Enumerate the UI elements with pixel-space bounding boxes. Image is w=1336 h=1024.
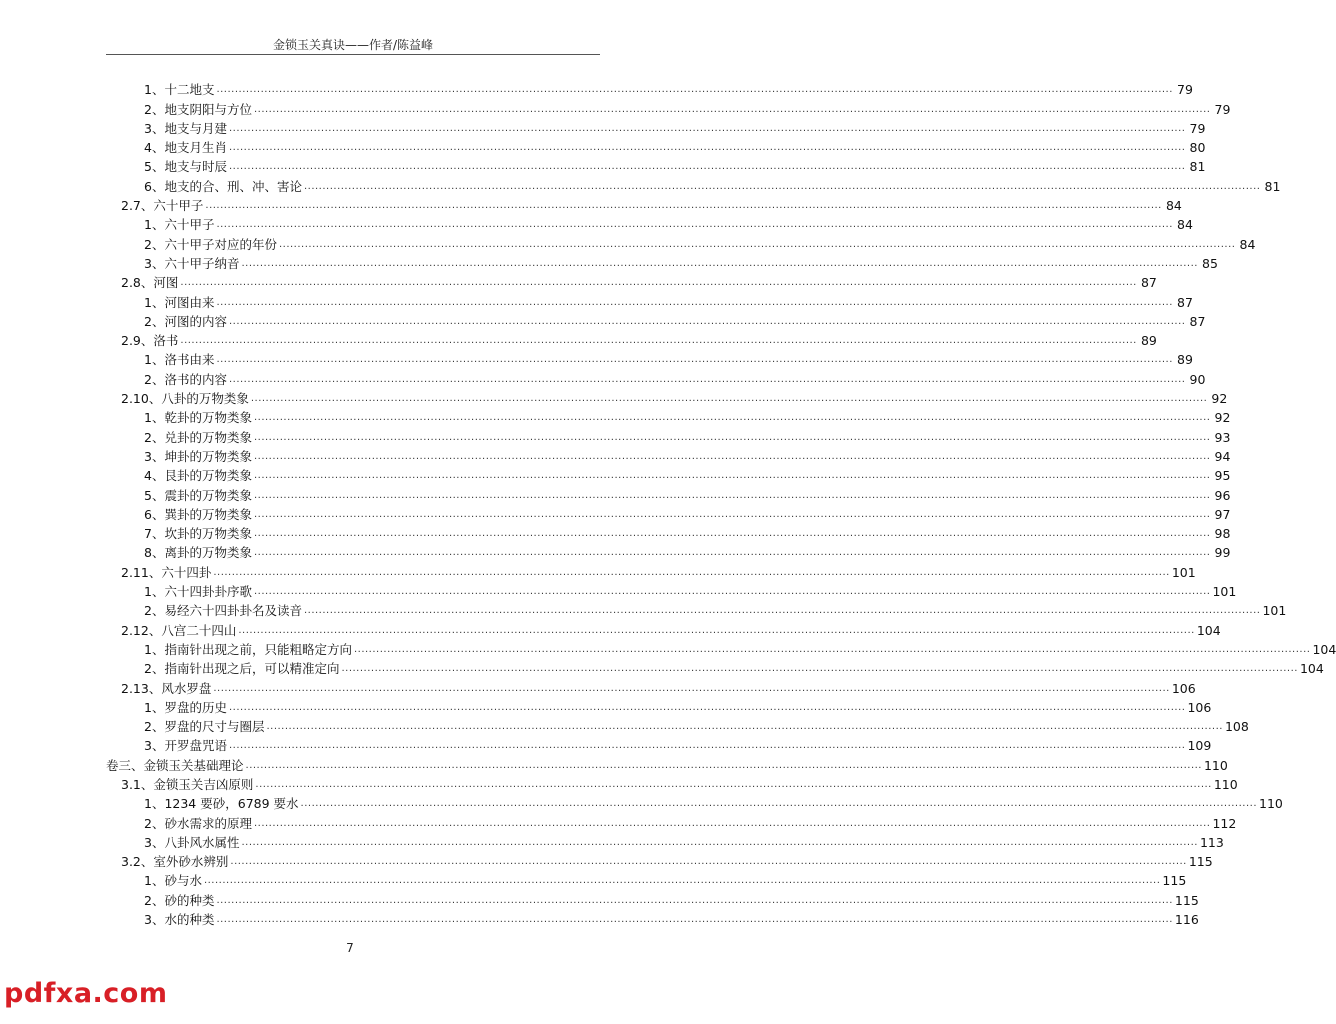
- toc-leader-dots: ....................................................................................................................................................................................................................................................................: [216, 84, 1173, 96]
- toc-entry-page: 101: [1171, 564, 1196, 580]
- toc-entry[interactable]: [106, 599, 1287, 619]
- toc-entry-title: 1、六十甲子: [144, 217, 215, 233]
- toc-leader-dots: ....................................................................................................................................................................................................................................................................: [253, 489, 1211, 501]
- toc-entry-page: 112: [1212, 815, 1237, 831]
- toc-entry[interactable]: [106, 155, 1206, 175]
- toc-leader-dots: ....................................................................................................................................................................................................................................................................: [253, 470, 1211, 482]
- toc-entry-page: 95: [1214, 468, 1231, 484]
- toc-leader-dots: ....................................................................................................................................................................................................................................................................: [255, 778, 1212, 790]
- toc-entry[interactable]: [106, 464, 1231, 484]
- toc-entry[interactable]: [106, 657, 1324, 677]
- toc-entry[interactable]: [106, 734, 1212, 754]
- toc-entry[interactable]: [106, 753, 1228, 773]
- toc-entry-page: 79: [1189, 120, 1206, 136]
- toc-entry[interactable]: [106, 194, 1182, 214]
- toc-entry-page: 97: [1214, 506, 1231, 522]
- toc-leader-dots: ....................................................................................................................................................................................................................................................................: [253, 817, 1211, 829]
- toc-entry-page: 80: [1189, 140, 1206, 156]
- running-header: 金锁玉关真诀——作者/陈益峰: [272, 38, 434, 52]
- toc-entry-title: 1、罗盘的历史: [144, 699, 227, 715]
- toc-entry-title: 2、兑卦的万物类象: [144, 429, 252, 445]
- toc-entry[interactable]: [106, 174, 1281, 194]
- toc-entry-title: 1、砂与水: [144, 873, 202, 889]
- toc-leader-dots: ....................................................................................................................................................................................................................................................................: [303, 180, 1261, 192]
- toc-entry[interactable]: [106, 869, 1187, 889]
- toc-entry-title: 3、水的种类: [144, 912, 215, 928]
- toc-entry-page: 81: [1264, 178, 1281, 194]
- toc-entry-title: 1、洛书由来: [144, 352, 215, 368]
- toc-entry-title: 2、罗盘的尺寸与圈层: [144, 719, 265, 735]
- toc-entry[interactable]: [106, 503, 1231, 522]
- page-number: 7: [346, 941, 354, 955]
- toc-leader-dots: ....................................................................................................................................................................................................................................................................: [228, 740, 1186, 752]
- toc-leader-dots: ....................................................................................................................................................................................................................................................................: [216, 219, 1173, 231]
- toc-entry[interactable]: [106, 541, 1231, 561]
- toc-entry-page: 104: [1312, 641, 1336, 657]
- toc-entry[interactable]: [106, 425, 1231, 445]
- toc-entry[interactable]: [106, 811, 1237, 831]
- toc-entry-page: 115: [1188, 854, 1213, 870]
- toc-entry[interactable]: [106, 638, 1336, 657]
- toc-entry-page: 89: [1140, 333, 1157, 349]
- toc-entry-title: 2.11、六十四卦: [121, 564, 212, 580]
- toc-entry[interactable]: [106, 136, 1206, 156]
- toc-entry-page: 106: [1187, 699, 1212, 715]
- toc-entry-page: 115: [1162, 873, 1187, 889]
- toc-entry-page: 85: [1202, 255, 1218, 271]
- toc-entry[interactable]: [106, 522, 1231, 542]
- toc-entry-title: 4、地支月生肖: [144, 140, 227, 156]
- toc-leader-dots: ....................................................................................................................................................................................................................................................................: [216, 914, 1173, 926]
- toc-entry-title: 5、地支与时辰: [144, 159, 227, 175]
- toc-entry-title: 2、地支阴阳与方位: [144, 101, 252, 117]
- toc-entry-title: 3.2、室外砂水辨别: [121, 854, 229, 870]
- toc-leader-dots: ....................................................................................................................................................................................................................................................................: [180, 335, 1137, 347]
- toc-entry-page: 110: [1259, 796, 1283, 812]
- toc-entry-title: 1、指南针出现之前，只能粗略定方向: [144, 641, 352, 657]
- toc-entry-page: 84: [1239, 236, 1256, 252]
- toc-entry[interactable]: [106, 850, 1213, 870]
- header-divider: [106, 54, 600, 55]
- toc-leader-dots: ....................................................................................................................................................................................................................................................................: [216, 296, 1173, 308]
- toc-entry-title: 7、坎卦的万物类象: [144, 526, 252, 542]
- toc-entry[interactable]: [106, 348, 1193, 368]
- toc-entry-title: 2、砂水需求的原理: [144, 815, 252, 831]
- toc-leader-dots: ....................................................................................................................................................................................................................................................................: [278, 238, 1236, 250]
- toc-leader-dots: ....................................................................................................................................................................................................................................................................: [303, 605, 1261, 617]
- toc-entry-title: 3、开罗盘咒语: [144, 738, 227, 754]
- toc-entry-title: 2.8、河图: [121, 275, 179, 291]
- toc-entry-page: 98: [1214, 526, 1231, 542]
- toc-entry-page: 101: [1212, 584, 1237, 600]
- toc-entry-title: 8、离卦的万物类象: [144, 545, 252, 561]
- toc-entry-title: 3、地支与月建: [144, 120, 227, 136]
- toc-entry-page: 87: [1189, 313, 1206, 329]
- toc-leader-dots: ....................................................................................................................................................................................................................................................................: [245, 759, 1202, 771]
- toc-entry-title: 2、河图的内容: [144, 313, 227, 329]
- toc-entry-page: 79: [1214, 101, 1231, 117]
- toc-entry-page: 110: [1213, 776, 1238, 792]
- toc-entry-page: 92: [1214, 410, 1231, 426]
- toc-entry-page: 94: [1214, 448, 1231, 464]
- toc-entry-page: 104: [1196, 622, 1221, 638]
- toc-entry-title: 6、巽卦的万物类象: [144, 506, 252, 522]
- toc-leader-dots: ....................................................................................................................................................................................................................................................................: [241, 257, 1198, 269]
- toc-entry-title: 1、六十四卦卦序歌: [144, 584, 252, 600]
- toc-leader-dots: ....................................................................................................................................................................................................................................................................: [228, 701, 1186, 713]
- toc-entry-title: 2.7、六十甲子: [121, 198, 204, 214]
- toc-leader-dots: ....................................................................................................................................................................................................................................................................: [250, 393, 1208, 405]
- toc-leader-dots: ....................................................................................................................................................................................................................................................................: [213, 682, 1170, 694]
- toc-entry-page: 106: [1171, 680, 1196, 696]
- table-of-contents: [106, 78, 1336, 928]
- toc-entry[interactable]: [106, 715, 1249, 735]
- toc-entry-title: 1、乾卦的万物类象: [144, 410, 252, 426]
- toc-entry-page: 96: [1214, 487, 1231, 503]
- toc-leader-dots: ....................................................................................................................................................................................................................................................................: [238, 624, 1195, 636]
- toc-entry[interactable]: [106, 252, 1218, 271]
- toc-entry-page: 84: [1177, 217, 1193, 233]
- toc-entry[interactable]: [106, 908, 1199, 928]
- toc-entry-title: 4、艮卦的万物类象: [144, 468, 252, 484]
- toc-entry-page: 92: [1211, 391, 1228, 407]
- toc-entry-page: 104: [1299, 661, 1324, 677]
- toc-leader-dots: ....................................................................................................................................................................................................................................................................: [353, 643, 1311, 655]
- toc-entry-page: 99: [1214, 545, 1231, 561]
- toc-entry[interactable]: [106, 310, 1206, 329]
- toc-entry-title: 1、1234 要砂，6789 要水: [144, 796, 299, 812]
- toc-entry-title: 卷三、金锁玉关基础理论: [106, 757, 244, 773]
- toc-entry-page: 110: [1203, 757, 1228, 773]
- toc-entry-title: 1、河图由来: [144, 294, 215, 310]
- toc-leader-dots: ....................................................................................................................................................................................................................................................................: [253, 586, 1211, 598]
- toc-entry-title: 3、坤卦的万物类象: [144, 448, 252, 464]
- toc-leader-dots: ....................................................................................................................................................................................................................................................................: [228, 315, 1186, 327]
- toc-entry-title: 2、砂的种类: [144, 892, 215, 908]
- toc-entry-title: 2、指南针出现之后，可以精准定向: [144, 661, 340, 677]
- toc-entry-title: 2.9、洛书: [121, 333, 179, 349]
- toc-leader-dots: ....................................................................................................................................................................................................................................................................: [228, 161, 1186, 173]
- toc-entry[interactable]: [106, 387, 1228, 407]
- toc-entry-page: 90: [1189, 371, 1206, 387]
- toc-entry-title: 5、震卦的万物类象: [144, 487, 252, 503]
- toc-entry-page: 87: [1140, 275, 1157, 291]
- toc-entry[interactable]: [106, 618, 1221, 638]
- toc-leader-dots: ....................................................................................................................................................................................................................................................................: [241, 836, 1198, 848]
- toc-leader-dots: ....................................................................................................................................................................................................................................................................: [228, 142, 1186, 154]
- toc-leader-dots: ....................................................................................................................................................................................................................................................................: [216, 894, 1173, 906]
- toc-leader-dots: ....................................................................................................................................................................................................................................................................: [253, 450, 1211, 462]
- toc-entry[interactable]: [106, 888, 1199, 908]
- toc-leader-dots: ....................................................................................................................................................................................................................................................................: [230, 856, 1187, 868]
- toc-entry[interactable]: [106, 445, 1231, 464]
- toc-entry[interactable]: [106, 831, 1224, 850]
- toc-entry-title: 2、六十甲子对应的年份: [144, 236, 277, 252]
- toc-entry-title: 2.12、八宫二十四山: [121, 622, 237, 638]
- toc-entry-page: 89: [1177, 352, 1193, 368]
- toc-leader-dots: ....................................................................................................................................................................................................................................................................: [253, 528, 1211, 540]
- toc-leader-dots: ....................................................................................................................................................................................................................................................................: [213, 566, 1170, 578]
- toc-entry-page: 93: [1214, 429, 1231, 445]
- toc-entry[interactable]: [106, 78, 1193, 98]
- toc-entry-page: 81: [1189, 159, 1206, 175]
- toc-entry-title: 2.13、风水罗盘: [121, 680, 212, 696]
- toc-entry[interactable]: [106, 367, 1206, 387]
- toc-entry-page: 109: [1187, 738, 1212, 754]
- toc-entry[interactable]: [106, 560, 1196, 580]
- toc-entry[interactable]: [106, 329, 1157, 349]
- toc-entry-page: 79: [1177, 82, 1193, 98]
- toc-entry-title: 3、六十甲子纳音: [144, 255, 240, 271]
- toc-entry-page: 101: [1262, 603, 1287, 619]
- toc-entry[interactable]: [106, 97, 1231, 117]
- toc-entry[interactable]: [106, 117, 1206, 136]
- toc-entry[interactable]: [106, 290, 1193, 310]
- toc-leader-dots: ....................................................................................................................................................................................................................................................................: [341, 663, 1298, 675]
- toc-entry[interactable]: [106, 792, 1283, 812]
- toc-entry-title: 2、洛书的内容: [144, 371, 227, 387]
- toc-leader-dots: ....................................................................................................................................................................................................................................................................: [253, 103, 1211, 115]
- toc-leader-dots: ....................................................................................................................................................................................................................................................................: [228, 373, 1186, 385]
- toc-entry-title: 3、八卦风水属性: [144, 834, 240, 850]
- toc-entry-page: 108: [1224, 719, 1249, 735]
- toc-leader-dots: ....................................................................................................................................................................................................................................................................: [253, 412, 1211, 424]
- toc-leader-dots: ....................................................................................................................................................................................................................................................................: [253, 431, 1211, 443]
- toc-leader-dots: ....................................................................................................................................................................................................................................................................: [180, 277, 1137, 289]
- toc-entry[interactable]: [106, 213, 1193, 233]
- toc-entry-page: 87: [1177, 294, 1193, 310]
- toc-leader-dots: ....................................................................................................................................................................................................................................................................: [253, 508, 1211, 520]
- toc-leader-dots: ....................................................................................................................................................................................................................................................................: [266, 721, 1223, 733]
- toc-leader-dots: ....................................................................................................................................................................................................................................................................: [216, 354, 1173, 366]
- toc-entry[interactable]: [106, 773, 1238, 792]
- toc-entry[interactable]: [106, 696, 1212, 715]
- toc-entry-title: 2、易经六十四卦卦名及读音: [144, 603, 302, 619]
- toc-entry-page: 116: [1174, 912, 1199, 928]
- toc-leader-dots: ....................................................................................................................................................................................................................................................................: [203, 875, 1161, 887]
- toc-entry[interactable]: [106, 271, 1157, 291]
- toc-leader-dots: ....................................................................................................................................................................................................................................................................: [300, 798, 1257, 810]
- toc-entry-title: 2.10、八卦的万物类象: [121, 391, 249, 407]
- toc-entry[interactable]: [106, 232, 1256, 252]
- toc-entry[interactable]: [106, 676, 1196, 696]
- toc-entry-page: 115: [1174, 892, 1199, 908]
- toc-entry-page: 113: [1199, 834, 1224, 850]
- toc-entry-page: 84: [1165, 198, 1182, 214]
- toc-entry[interactable]: [106, 406, 1231, 426]
- toc-entry[interactable]: [106, 580, 1237, 600]
- toc-entry-title: 6、地支的合、刑、冲、害论: [144, 178, 302, 194]
- watermark-logo[interactable]: pdfxa.com: [4, 978, 168, 1009]
- toc-leader-dots: ....................................................................................................................................................................................................................................................................: [228, 122, 1186, 134]
- toc-leader-dots: ....................................................................................................................................................................................................................................................................: [253, 547, 1211, 559]
- toc-entry-title: 3.1、金锁玉关吉凶原则: [121, 776, 254, 792]
- toc-leader-dots: ....................................................................................................................................................................................................................................................................: [205, 200, 1162, 212]
- toc-entry-title: 1、十二地支: [144, 82, 215, 98]
- toc-entry[interactable]: [106, 483, 1231, 503]
